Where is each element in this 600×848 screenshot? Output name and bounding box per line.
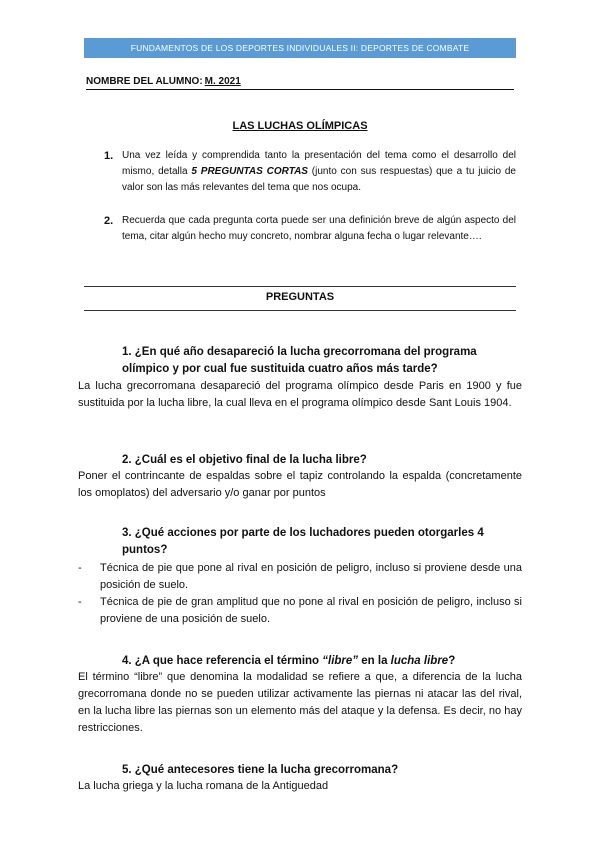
term-libre: “libre” [322,655,359,667]
document-title: LAS LUCHAS OLÍMPICAS [232,120,368,132]
student-label: NOMBRE DEL ALUMNO: [86,76,203,87]
course-header-bar [84,38,516,58]
question-4: 4. ¿A que hace referencia el término “libre” en la lucha libre? [122,655,456,667]
course-title: FUNDAMENTOS DE LOS DEPORTES INDIVIDUALES II: DEPORTES DE COMBATE [130,43,470,53]
emphasis-text: 5 PREGUNTAS CORTAS [191,166,308,177]
student-name: M. 2021 [204,76,241,87]
answer-1: La lucha grecorromana desapareció del programa olímpico desde Paris en 1900 y fue sustituida por la lucha libre, la cual lleva en el programa olímpico desde Sant Louis 1904. [78,380,522,409]
question-1: 1. ¿En qué año desapareció la lucha grecorromana del programa olímpico y por cual fue sustituida cuatro años más tarde? [122,346,477,375]
instruction-text: Una vez leída y comprendida tanto la presentación del tema como el desarrollo del mismo, detalla 5 PREGUNTAS CORTAS (junto con sus respuestas) que a tu juicio de valor son las más relevantes del tema que nos ocupa. [122,150,516,193]
answer-4: El término “libre” que denomina la modalidad se refiere a que, a diferencia de la lucha grecorromana donde no se pueden utilizar activamente las piernas ni atacar las del rival, en la lucha libre las piernas son un elemento más del ataque y la defensa. Es decir, no hay restricciones. [78,671,522,734]
list-item: - Técnica de pie que pone al rival en posición de peligro, incluso si proviene desde una posición de suelo. [78,562,522,591]
question-5: 5. ¿Qué antecesores tiene la lucha grecorromana? [122,764,399,776]
section-divider-top [84,286,516,287]
instruction-2 [104,213,516,245]
instruction-number: 2. [104,215,114,227]
instruction-text: Recuerda que cada pregunta corta puede ser una definición breve de algún aspecto del tema, citar algún hecho muy concreto, nombrar alguna fecha o lugar relevante…. [122,215,516,242]
question-3: 3. ¿Qué acciones por parte de los luchadores pueden otorgarles 4 puntos? [122,527,484,556]
instruction-number: 1. [104,150,114,162]
answer-3 [78,560,522,628]
section-title: PREGUNTAS [265,291,335,303]
answer-5: La lucha griega y la lucha romana de la Antiguedad [78,780,329,792]
answer-2: Poner el contrincante de espaldas sobre el tapiz controlando la espalda (concretamente los omoplatos) del adversario y/o ganar por puntos [78,470,522,499]
instruction-1 [104,148,516,196]
section-divider-bottom [84,310,516,311]
term-lucha-libre: lucha libre [390,655,449,667]
question-2: 2. ¿Cuál es el objetivo final de la lucha libre? [122,454,367,466]
student-name-line [86,76,514,90]
list-item: - Técnica de pie de gran amplitud que no pone al rival en posición de peligro, incluso si proviene de una posición de suelo. [78,596,522,625]
